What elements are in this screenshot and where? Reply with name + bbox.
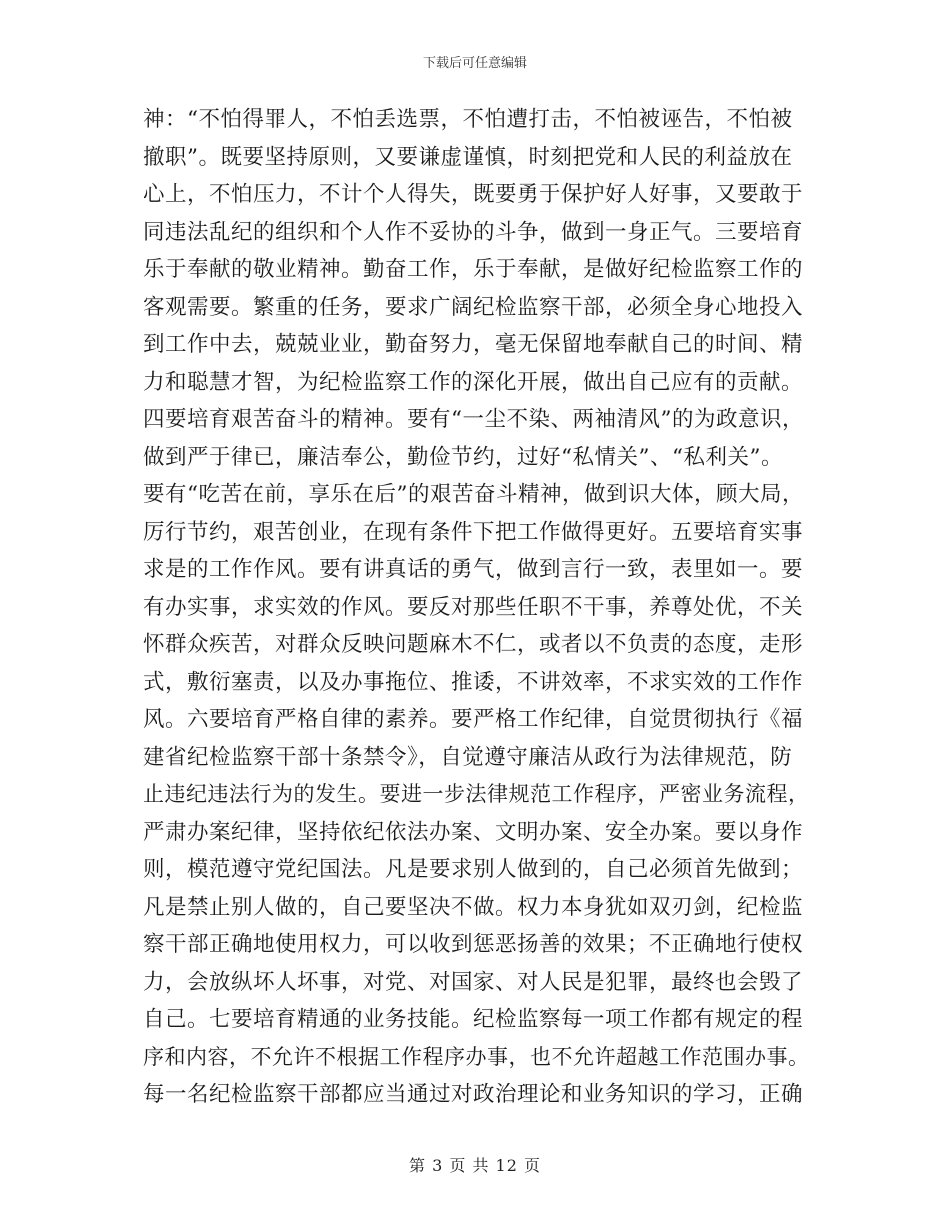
text-line: 严肃办案纪律，坚持依纪依法办案、文明办案、安全办案。要以身作 [143,819,804,845]
text-line: 建省纪检监察干部十条禁令》，自觉遵守廉洁从政行为法律规范，防 [143,744,793,770]
text-line: 式，敷衍塞责，以及办事拖位、推诿，不讲效率，不求实效的工作作 [143,669,804,695]
text-line: 力，会放纵坏人坏事，对党、对国家、对人民是犯罪，最终也会毁了 [143,969,804,995]
text-line: 止违纪违法行为的发生。要进一步法律规范工作程序，严密业务流程， [143,782,810,806]
text-line: 力和聪慧才智，为纪检监察工作的深化开展，做出自己应有的贡献。 [143,369,804,395]
text-line: 厉行节约，艰苦创业，在现有条件下把工作做得更好。五要培育实事 [143,519,804,545]
text-line: 做到严于律已，廉洁奉公，勤俭节约，过好“私情关”、“私利关”。 [143,444,783,470]
text-line: 凡是禁止别人做的，自己要坚决不做。权力本身犹如双刃剑，纪检监 [143,894,804,920]
text-line: 乐于奉献的敬业精神。勤奋工作，乐于奉献，是做好纪检监察工作的 [143,257,804,282]
text-line: 四要培育艰苦奋斗的精神。要有“一尘不染、两袖清风”的为政意识， [143,407,804,432]
text-line: 怀群众疾苦，对群众反映问题麻木不仁，或者以不负责的态度，走形 [143,632,804,657]
text-line: 要有“吃苦在前，享乐在后”的艰苦奋斗精神，做到识大体，顾大局， [143,482,804,507]
text-line: 同违法乱纪的组织和个人作不妥协的斗争，做到一身正气。三要培育 [143,219,804,245]
page-footer: 第 3 页 共 12 页 [409,1156,541,1175]
text-line: 风。六要培育严格自律的素养。要严格工作纪律，自觉贯彻执行《福 [143,707,804,732]
text-line: 心上，不怕压力，不计个人得失，既要勇于保护好人好事，又要敢于 [143,182,804,207]
document-body [143,101,813,1114]
text-line: 察干部正确地使用权力，可以收到惩恶扬善的效果；不正确地行使权 [143,932,804,957]
text-line: 每一名纪检监察干部都应当通过对政治理论和业务知识的学习，正确 [143,1082,804,1107]
text-line: 到工作中去，兢兢业业，勤奋努力，毫无保留地奉献自己的时间、精 [143,332,804,357]
text-line: 则，模范遵守党纪国法。凡是要求别人做到的，自己必须首先做到； [143,857,804,882]
text-line: 撤职”。既要坚持原则，又要谦虚谨慎，时刻把党和人民的利益放在 [143,144,793,170]
text-line: 神：“不怕得罪人，不怕丢选票，不怕遭打击，不怕被诬告，不怕被 [143,107,793,132]
text-line: 序和内容，不允许不根据工作程序办事，也不允许超越工作范围办事。 [143,1044,810,1069]
text-line: 客观需要。繁重的任务，要求广阔纪检监察干部，必须全身心地投入 [143,294,804,320]
text-line: 自己。七要培育精通的业务技能。纪检监察每一项工作都有规定的程 [143,1007,804,1032]
text-line: 求是的工作作风。要有讲真话的勇气，做到言行一致，表里如一。要 [143,557,804,582]
text-line: 有办实事，求实效的作风。要反对那些任职不干事，养尊处优，不关 [143,594,804,620]
page-header: 下载后可任意编辑 [422,56,527,71]
